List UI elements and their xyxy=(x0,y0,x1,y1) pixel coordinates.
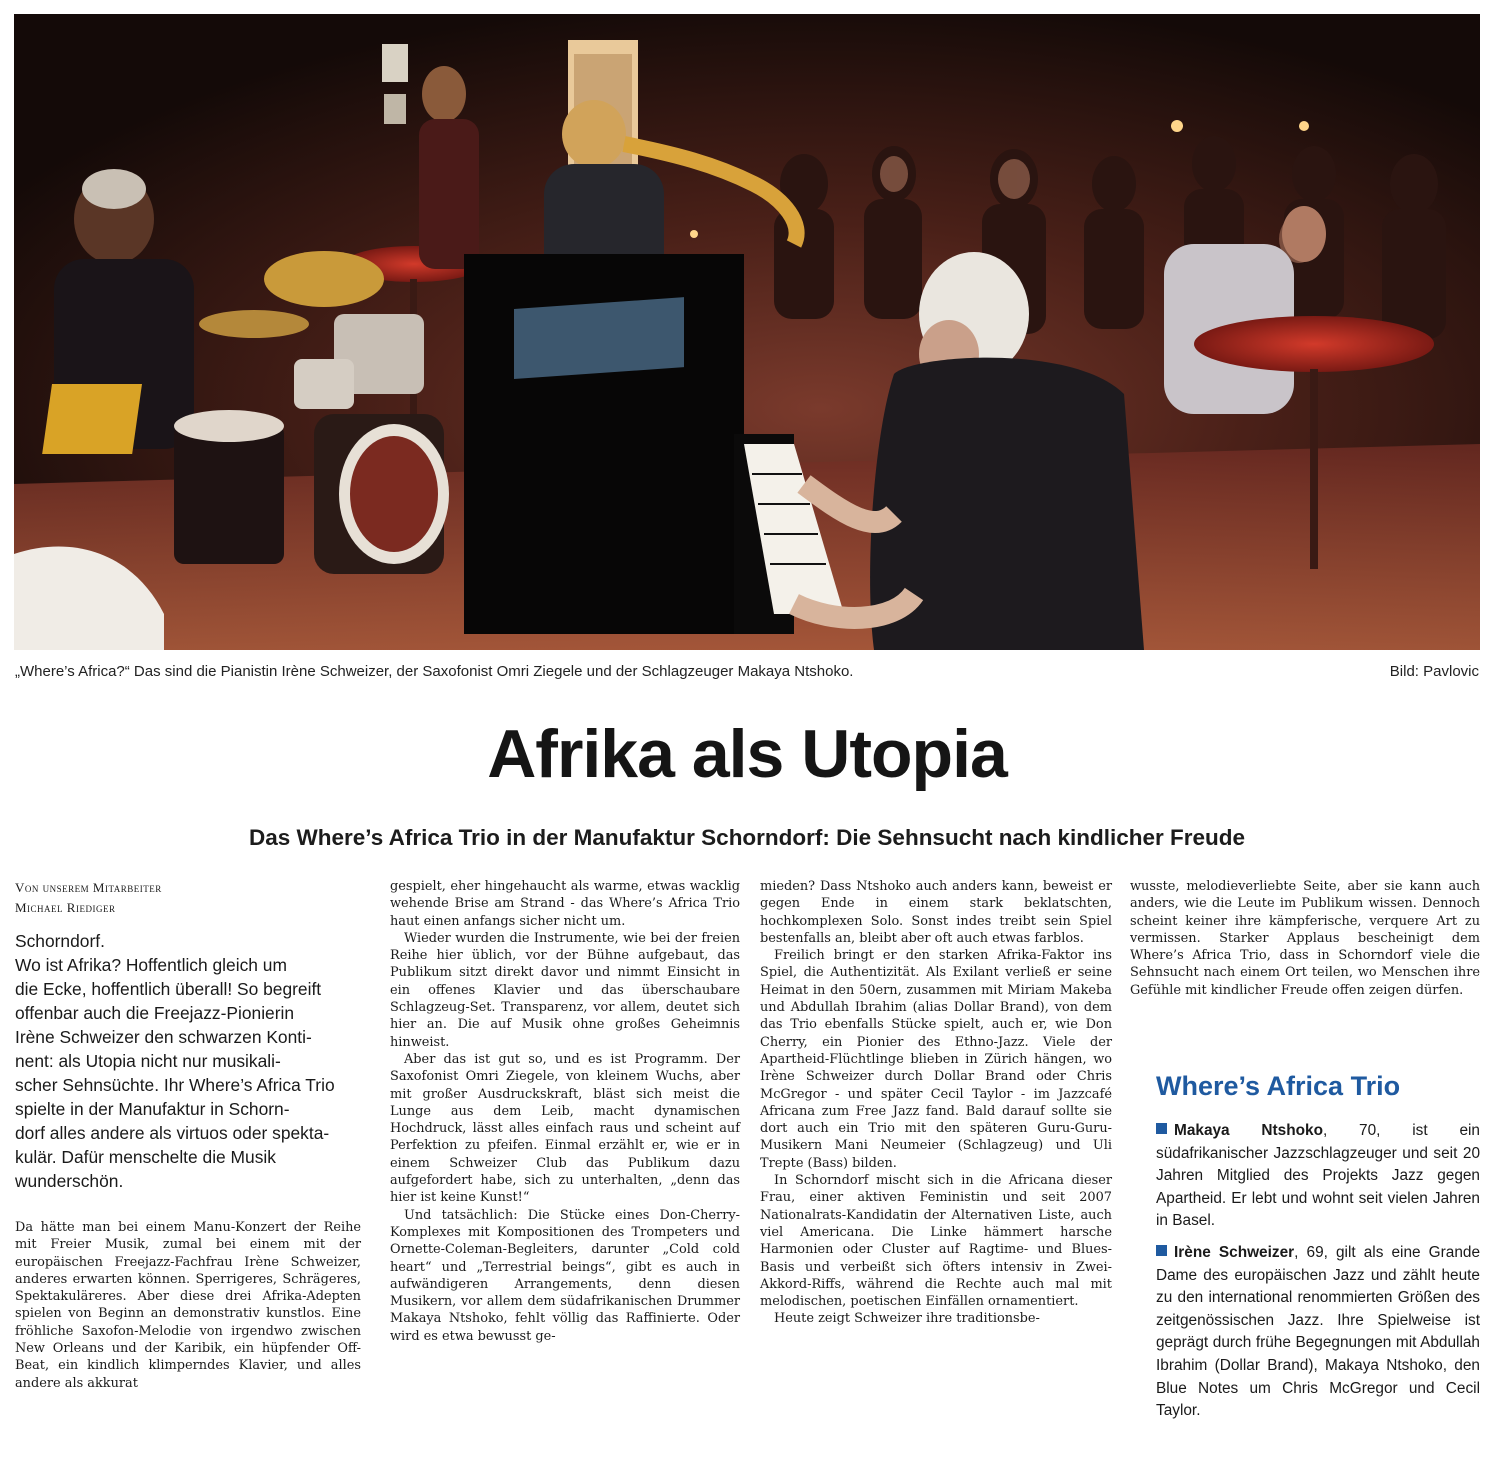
info-entry-text: , 70, ist ein südafrikanischer Jazzschlagzeuger und seit 20 Jahren Mitglied des Projekts Jazz gegen Apartheid. Er lebt und wohnt seit vielen Jahren in Basel. xyxy=(1156,1122,1480,1230)
paragraph: Aber das ist gut so, und es ist Programm. Der Saxofonist Omri Ziegele, von kleinem Wuchs, aber mit großer Ausdruckskraft, bläst sich meist die Lunge aus dem Leib, macht dynamischen Hochdruck, lässt alles einfach raus und scheint auf Perfektion zu pfeifen. Einmal erzählt er, wie er in einem Schweizer Club das Publikum dazu aufgefordert habe, sich zu unterhalten, „denn das hier ist keine Kunst!“ xyxy=(390,1051,740,1206)
lead-line: wunderschön. xyxy=(15,1171,124,1191)
column-3 xyxy=(760,878,1112,1328)
column-2 xyxy=(390,878,740,1345)
body-text xyxy=(760,878,1112,1328)
photo-caption xyxy=(15,663,1479,687)
body-text xyxy=(1130,878,1480,999)
body-text xyxy=(15,1219,361,1392)
paragraph: wusste, melodieverliebte Seite, aber sie kann auch anders, wie die Leute im Publikum wissen. Dennoch scheint keiner ihre kämpferische, verquere Art zu vermissen. Starker Applaus bescheinigt dem Where’s Africa Trio, dass in Schorndorf viele die Sehnsucht nach einem Ort teilen, wo Menschen ihre Gefühle mit kindlicher Freude offen zeigen dürfen. xyxy=(1130,879,1480,998)
lead-line: die Ecke, hoffentlich überall! So begreift xyxy=(15,979,322,999)
paragraph: Da hätte man bei einem Manu-Konzert der Reihe mit Freier Musik, zumal bei einem mit der europäischen Freejazz-Fachfrau Irène Schweizer, anderes erwarten können. Sperrigeres, Schrägeres, Spektakuläreres. Aber diese drei Afrika-Adepten spielen von Beginn an demonstrativ kunstlos. Eine fröhliche Saxofon-Melodie von irgendwo zwischen New Orleans und der Karibik, ein hüpfender Off-Beat, ein kindlich klimperndes Klavier, und alles andere als akkurat xyxy=(15,1220,361,1391)
paragraph: mieden? Dass Ntshoko auch anders kann, beweist er gegen Ende in einem stark beklatschten, hochkomplexen Solo. Sonst indes treibt sein Spiel bestenfalls an, bleibt aber oft auch etwas farblos. xyxy=(760,879,1112,946)
caption-text: „Where’s Africa?“ Das sind die Pianistin Irène Schweizer, der Saxofonist Omri Ziegele und der Schlagzeuger Makaya Ntshoko. xyxy=(15,663,854,680)
info-box-title: Where’s Africa Trio xyxy=(1156,1071,1401,1101)
lead-paragraph xyxy=(15,929,361,1193)
body-text xyxy=(390,878,740,1345)
lead-line: scher Sehnsüchte. Ihr Where’s Africa Trio xyxy=(15,1075,335,1095)
paragraph: In Schorndorf mischt sich in die Africana dieser Frau, einer aktiven Feministin und seit 2007 Nationalrats-Kandidatin der Alternativen Liste, auch viel Americana. Die Linke hämmert harsche Harmonien oder Cluster auf Ragtime- und Blues-Basis und verbeißt sich öfters intensiv in Zwei-Akkord-Riffs, während die Rechte auch mal mit melodischen, poetischen Einfällen ornamentiert. xyxy=(760,1173,1112,1310)
paragraph: Heute zeigt Schweizer ihre traditionsbe- xyxy=(774,1311,1040,1327)
concert-photo xyxy=(14,14,1480,650)
byline-author: Michael Riediger xyxy=(15,900,116,915)
byline xyxy=(15,878,361,918)
byline-line-1: Von unserem Mitarbeiter xyxy=(15,880,162,895)
lead-line: spielte in der Manufaktur in Schorn- xyxy=(15,1099,290,1119)
dateline: Schorndorf. xyxy=(15,931,105,951)
lead-line: Irène Schweizer den schwarzen Konti- xyxy=(15,1027,312,1047)
info-entry xyxy=(1156,1242,1480,1423)
paragraph: Wieder wurden die Instrumente, wie bei der freien Reihe hier üblich, vor der Bühne aufgebaut, das Publikum sitzt direkt davor und nimmt Einsicht in ein offenes Klavier und das überschaubare Schlagzeug-Set. Transparenz, vor allem, deutet sich hier an. Die auf Musik ohne großes Geheimnis hinweist. xyxy=(390,930,740,1050)
info-entry xyxy=(1156,1120,1480,1233)
column-1 xyxy=(15,878,361,1392)
subheadline: Das Where’s Africa Trio in der Manufaktur Schorndorf: Die Sehnsucht nach kindlicher Freude xyxy=(248,825,1246,850)
lead-line: dorf alles andere als virtuos oder spekta- xyxy=(15,1123,330,1143)
headline: Afrika als Utopia xyxy=(487,716,1007,792)
paragraph: Freilich bringt er den starken Afrika-Faktor ins Spiel, die Authentizität. Als Exilant verließ er seine Heimat in den 50ern, zusammen mit Miriam Makeba und Abdullah Ibrahim (alias Dollar Brand), von dem das Trio ebenfalls Stücke spielt, auch er, wie Don Cherry, ein Pionier des Ethno-Jazz. Viele der Apartheid-Flüchtlinge blieben in Zürich hängen, wo Irène Schweizer durch Dollar Brand oder Chris McGregor - und später Cecil Taylor - im Jazzcafé Africana zum Free Jazz fand. Bald darauf sollte sie dort auch ein Trio mit den späteren Guru-Guru-Musikern Mani Neumeier (Schlagzeug) und Uli Trepte (Bass) bilden. xyxy=(760,948,1112,1171)
info-entry-text: , 69, gilt als eine Grande Dame des europäischen Jazz und zählt heute zu den international renommierten Größen des zeitgenössischen Jazz. Ihre Spielweise ist geprägt durch frühe Begegnungen mit Abdullah Ibrahim (Dollar Brand), Makaya Ntshoko, den Blue Notes um Chris McGregor und Cecil Taylor. xyxy=(1156,1243,1480,1420)
lead-line: nent: als Utopia nicht nur musikali- xyxy=(15,1051,281,1071)
lead-line: kulär. Dafür menschelte die Musik xyxy=(15,1147,276,1167)
square-bullet-icon xyxy=(1156,1245,1167,1256)
info-entry-name: Makaya Ntshoko xyxy=(1174,1122,1323,1139)
lead-line: offenbar auch die Freejazz-Pionierin xyxy=(15,1003,295,1023)
paragraph: gespielt, eher hingehaucht als warme, etwas wacklig wehende Brise am Strand - das Where’s Africa Trio haut einen anfangs sicher nicht um. xyxy=(390,879,740,929)
square-bullet-icon xyxy=(1156,1123,1167,1134)
lead-line: Wo ist Afrika? Hoffentlich gleich um xyxy=(15,955,287,975)
column-4 xyxy=(1130,878,1480,999)
concert-photo-icon xyxy=(14,14,1480,650)
info-entry-name: Irène Schweizer xyxy=(1174,1243,1295,1261)
paragraph: Und tatsächlich: Die Stücke eines Don-Cherry-Komplexes mit Kompositionen des Trompeters und Ornette-Coleman-Begleiters, darunter „Cold cold heart“ und „Terrestrial beings“, gibt es auch in aufwändigeren Arrangements, denn diesen Musikern, vor allem dem südafrikanischen Drummer Makaya Ntshoko, fehlt völlig das Raffinierte. Oder wird es etwa bewusst ge- xyxy=(390,1207,740,1344)
photo-credit: Bild: Pavlovic xyxy=(1389,663,1479,680)
info-box xyxy=(1130,1068,1480,1432)
